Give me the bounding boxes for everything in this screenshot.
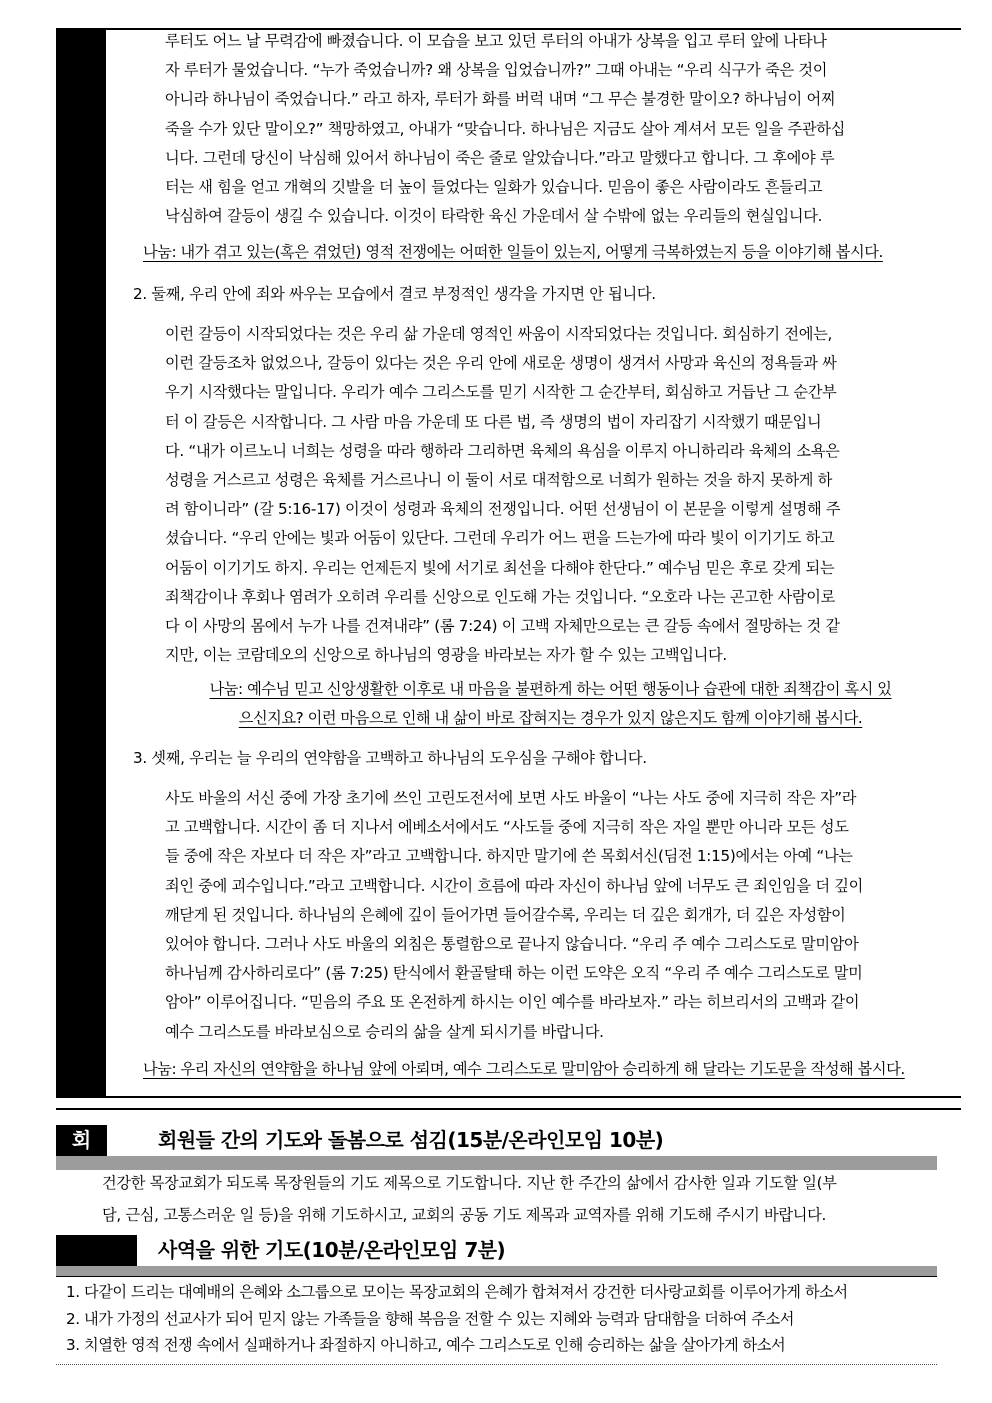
- point-3-heading: 3. 셋째, 우리는 늘 우리의 연약함을 고백하고 하나님의 도우심을 구해야 합니다.: [133, 749, 647, 767]
- text-line: 예수 그리스도를 바라보심으로 승리의 삶을 살게 되시기를 바랍니다.: [165, 1022, 604, 1041]
- text-line: 하나님께 감사하리로다” (롬 7:25) 탄식에서 환골탈태 하는 이런 도약은 오직 “우리 주 예수 그리스도로 말미: [165, 964, 863, 983]
- text-line: 루터도 어느 날 무력감에 빠졌습니다. 이 모습을 보고 있던 루터의 아내가 상복을 입고 루터 앞에 나타나: [165, 32, 827, 50]
- text-line: 터 이 갈등은 시작합니다. 그 사람 마음 가운데 또 다른 법, 즉 생명의 법이 자리잡기 시작했기 때문입니: [165, 412, 822, 431]
- section-divider-rule: [56, 1096, 961, 1098]
- text-line: 셨습니다. “우리 안에는 빛과 어둠이 있단다. 그런데 우리가 어느 편을 드는가에 따라 빛이 이기기도 하고: [165, 529, 835, 548]
- text-line: 이런 갈등이 시작되었다는 것은 우리 삶 가운데 영적인 싸움이 시작되었다는 것입니다. 회심하기 전에는,: [165, 325, 832, 343]
- text-line: 나눔: 예수님 믿고 신앙생활한 이후로 내 마음을 불편하게 하는 어떤 행동이나 습관에 대한 죄책감이 혹시 있: [209, 680, 892, 698]
- prayer-item: 3. 치열한 영적 전쟁 속에서 실패하거나 좌절하지 아니하고, 예수 그리스도로 인해 승리하는 삶을 살아가게 하소서: [66, 1336, 786, 1354]
- prayer-item: 1. 다같이 드리는 대예배의 은혜와 소그룹으로 모이는 목장교회의 은혜가 합쳐져서 강건한 더사랑교회를 이루어가게 하소서: [66, 1283, 848, 1301]
- text-line: 사도 바울의 서신 중에 가장 초기에 쓰인 고린도전서에 보면 사도 바울이 “나는 사도 중에 지극히 작은 자”라: [165, 789, 857, 807]
- text-line: 들 중에 작은 자보다 더 작은 자”라고 고백합니다. 하지만 말기에 쓴 목회서신(딤전 1:15)에서는 아예 “나는: [165, 847, 853, 866]
- text-line: 아니라 하나님이 죽었습니다.” 라고 하자, 루터가 화를 버럭 내며 “그 무슨 불경한 말이오? 하나님이 어찌: [165, 90, 836, 109]
- text-line: 니다. 그런데 당신이 낙심해 있어서 하나님이 죽은 줄로 알았습니다.”라고 말했다고 합니다. 그 후에야 루: [165, 148, 835, 167]
- ministry-section-badge: [56, 1235, 137, 1266]
- point-2-paragraph: [165, 320, 958, 670]
- text-line: 이런 갈등조차 없었으나, 갈등이 있다는 것은 우리 안에 새로운 생명이 생겨서 사망과 육신의 정욕들과 싸: [165, 354, 837, 373]
- list-bottom-dotted-rule: [56, 1364, 937, 1365]
- text-line: 다. “내가 이르노니 너희는 성령을 따라 행하라 그리하면 육체의 욕심을 이루지 아니하리라 육체의 소욕은: [165, 441, 840, 460]
- prayer-list: [66, 1279, 946, 1359]
- sharing-question-2: [143, 675, 958, 733]
- text-line: 죽을 수가 있단 말이오?” 책망하였고, 아내가 “맞습니다. 하나님은 지금도 살아 계셔서 모든 일을 주관하십: [165, 119, 846, 138]
- text-line: 지만, 이는 코람데오의 신앙으로 하나님의 영광을 바라보는 자가 할 수 있는 고백입니다.: [165, 646, 727, 665]
- ministry-section-title: 사역을 위한 기도(10분/온라인모임 7분): [158, 1238, 506, 1262]
- section-divider-rule: [56, 1108, 961, 1110]
- text-line: 자 루터가 물었습니다. “누가 죽었습니까? 왜 상복을 입었습니까?” 그때 아내는 “우리 식구가 죽은 것이: [165, 61, 828, 80]
- fellowship-body: [102, 1167, 932, 1231]
- text-line: 터는 새 힘을 얻고 개혁의 깃발을 더 높이 들었다는 일화가 있습니다. 믿음이 좋은 사람이라도 흔들리고: [165, 178, 823, 197]
- text-line: 암아” 이루어집니다. “믿음의 주요 또 온전하게 하시는 이인 예수를 바라보자.” 라는 히브리서의 고백과 같이: [165, 993, 860, 1012]
- text-line: 다 이 사망의 몸에서 누가 나를 건져내랴” (롬 7:24) 이 고백 자체만으로는 큰 갈등 속에서 절망하는 것 같: [165, 617, 840, 636]
- text-line: 려 함이니라” (갈 5:16-17) 이것이 성령과 육체의 전쟁입니다. 어떤 선생님이 이 본문을 이렇게 설명해 주: [165, 500, 841, 519]
- left-margin-bar: [56, 28, 106, 1098]
- text-line: 어둠이 이기기도 하지. 우리는 언제든지 빛에 서기로 최선을 다해야 한단다.” 예수님 믿은 후로 갖게 되는: [165, 558, 835, 577]
- sharing-question-1: 나눔: 내가 겪고 있는(혹은 겪었던) 영적 전쟁에는 어떠한 일들이 있는지, 어떻게 극복하였는지 등을 이야기해 봅시다.: [143, 243, 883, 261]
- sharing-question-3: 나눔: 우리 자신의 연약함을 하나님 앞에 아뢰며, 예수 그리스도로 말미암아 승리하게 해 달라는 기도문을 작성해 봅시다.: [143, 1060, 905, 1078]
- point-2-heading: 2. 둘째, 우리 안에 죄와 싸우는 모습에서 결코 부정적인 생각을 가지면 안 됩니다.: [133, 285, 656, 303]
- text-line: 죄책감이나 후회나 염려가 오히려 우리를 신앙으로 인도해 가는 것입니다. “오호라 나는 곤고한 사람이로: [165, 587, 836, 606]
- text-line: 낙심하여 갈등이 생길 수 있습니다. 이것이 타락한 육신 가운데서 살 수밖에 없는 우리들의 현실입니다.: [165, 207, 823, 226]
- text-line: 죄인 중에 괴수입니다.”라고 고백합니다. 시간이 흐름에 따라 자신이 하나님 앞에 너무도 큰 죄인임을 더 깊이: [165, 876, 863, 895]
- luther-story-paragraph: [165, 27, 958, 231]
- prayer-item: 2. 내가 가정의 선교사가 되어 믿지 않는 가족들을 향해 복음을 전할 수 있는 지혜와 능력과 담대함을 더하여 주소서: [66, 1309, 794, 1328]
- ministry-title-underbar: [56, 1266, 937, 1276]
- text-line: 담, 근심, 고통스러운 일 등)을 위해 기도하시고, 교회의 공동 기도 제목과 교역자를 위해 기도해 주시기 바랍니다.: [102, 1206, 826, 1224]
- text-line: 성령을 거스르고 성령은 육체를 거스르나니 이 둘이 서로 대적함으로 너희가 원하는 것을 하지 못하게 하: [165, 471, 832, 490]
- text-line: 우기 시작했다는 말입니다. 우리가 예수 그리스도를 믿기 시작한 그 순간부터, 회심하고 거듭난 그 순간부: [165, 383, 837, 402]
- text-line: 깨닫게 된 것입니다. 하나님의 은혜에 깊이 들어가면 들어갈수록, 우리는 더 깊은 회개가, 더 깊은 자성함이: [165, 905, 846, 924]
- point-3-paragraph: [165, 784, 958, 1047]
- fellowship-section-badge: 회: [56, 1125, 107, 1156]
- text-line: 건강한 목장교회가 되도록 목장원들의 기도 제목으로 기도합니다. 지난 한 주간의 삶에서 감사한 일과 기도할 일(부: [102, 1174, 837, 1192]
- text-line: 으신지요? 이런 마음으로 인해 내 삶이 바로 잡혀지는 경우가 있지 않은지도 함께 이야기해 봅시다.: [238, 709, 863, 727]
- fellowship-section-title: 회원들 간의 기도와 돌봄으로 섬김(15분/온라인모임 10분): [158, 1128, 664, 1152]
- text-line: 있어야 합니다. 그러나 사도 바울의 외침은 통렬함으로 끝나지 않습니다. “우리 주 예수 그리스도로 말미암아: [165, 935, 859, 954]
- text-line: 고 고백합니다. 시간이 좀 더 지나서 에베소서에서도 “사도들 중에 지극히 작은 자일 뿐만 아니라 모든 성도: [165, 818, 849, 837]
- list-top-rule: [56, 1276, 937, 1277]
